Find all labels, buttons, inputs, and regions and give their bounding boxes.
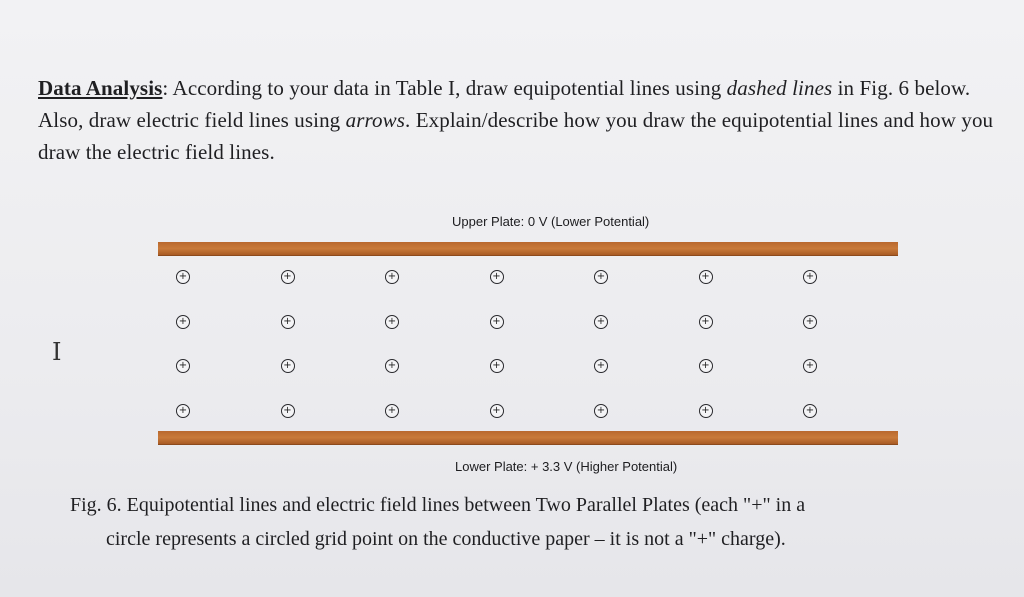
dashed-lines-emphasis: dashed lines bbox=[726, 76, 833, 100]
grid-point-icon: + bbox=[699, 359, 713, 373]
grid-point-icon: + bbox=[176, 404, 190, 418]
grid-point-icon: + bbox=[490, 359, 504, 373]
grid-point-icon: + bbox=[176, 315, 190, 329]
grid-point-icon: + bbox=[176, 270, 190, 284]
grid-point-icon: + bbox=[385, 270, 399, 284]
grid-point-icon: + bbox=[490, 404, 504, 418]
upper-plate-label: Upper Plate: 0 V (Lower Potential) bbox=[452, 214, 650, 229]
data-analysis-heading: Data Analysis bbox=[38, 76, 163, 100]
grid-point-icon: + bbox=[385, 359, 399, 373]
instruction-text-1: : According to your data in Table I, draw equipotential lines using bbox=[162, 76, 727, 100]
caption-line-2: circle represents a circled grid point on the conductive paper – it is not a "+" charge). bbox=[106, 528, 786, 550]
grid-point-icon: + bbox=[594, 359, 608, 373]
instruction-text-3: . Explain/describe how you draw the equipotential lines and how you draw the electric field lines. bbox=[38, 108, 994, 164]
upper-plate bbox=[158, 242, 898, 255]
instruction-paragraph bbox=[38, 72, 1018, 168]
instruction-text-2: in Fig. 6 below. Also, draw electric field lines using bbox=[38, 76, 971, 132]
lower-plate bbox=[158, 431, 898, 444]
grid-point-icon: + bbox=[281, 359, 295, 373]
grid-point-icon: + bbox=[594, 315, 608, 329]
grid-point-icon: + bbox=[803, 315, 817, 329]
grid-point-icon: + bbox=[803, 359, 817, 373]
grid-point-icon: + bbox=[594, 270, 608, 284]
grid-point-icon: + bbox=[803, 270, 817, 284]
grid-point-icon: + bbox=[594, 404, 608, 418]
arrows-emphasis: arrows bbox=[345, 108, 405, 132]
figure-caption bbox=[70, 488, 1010, 556]
grid-point-icon: + bbox=[490, 315, 504, 329]
grid-point-icon: + bbox=[699, 315, 713, 329]
grid-point-icon: + bbox=[803, 404, 817, 418]
grid-point-icon: + bbox=[385, 404, 399, 418]
grid-point-icon: + bbox=[281, 270, 295, 284]
grid-point-icon: + bbox=[699, 270, 713, 284]
lower-plate-label: Lower Plate: + 3.3 V (Higher Potential) bbox=[455, 459, 678, 474]
grid-point-icon: + bbox=[385, 315, 399, 329]
grid-point-icon: + bbox=[176, 359, 190, 373]
caption-line-1: Fig. 6. Equipotential lines and electric field lines between Two Parallel Plates (each "+" in a bbox=[70, 494, 806, 516]
grid-point-icon: + bbox=[699, 404, 713, 418]
text-cursor-icon: I bbox=[52, 338, 62, 366]
grid-point-icon: + bbox=[490, 270, 504, 284]
grid-point-icon: + bbox=[281, 315, 295, 329]
grid-point-icon: + bbox=[281, 404, 295, 418]
